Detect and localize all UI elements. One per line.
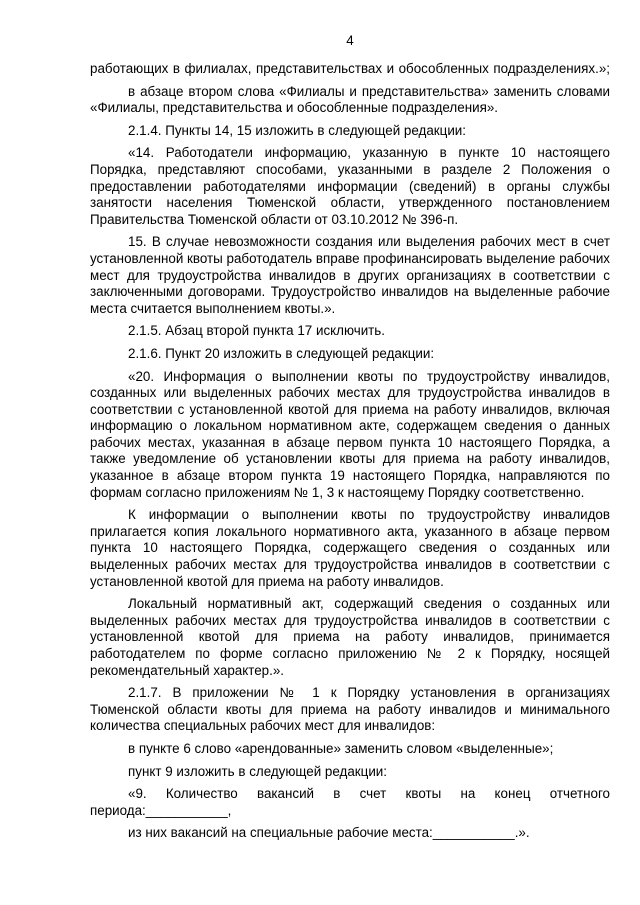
paragraph-2-1-7: 2.1.7. В приложении № 1 к Порядку установления в организациях Тюменской области квоты для приема на работу инвалидов и минимального количества специальных рабочих мест для инвалидов: bbox=[90, 685, 610, 734]
paragraph-punkt-20: «20. Информация о выполнении квоты по трудоустройству инвалидов, созданных или выделенных рабочих местах для трудоустройства инвалидов в соответствии с установленной квотой для приема на работу инвалидов, включая информацию о локальном нормативном акте, содержащем сведения о данных рабочих местах, указанная в абзаце первом пункта 10 настоящего Порядка, а также уведомление об установлении квоты для приема на работу инвалидов, указанное в абзаце втором пункта 19 настоящего Порядка, направляются по формам согласно приложениям № 1, 3 к настоящему Порядку соответственно. bbox=[90, 368, 610, 500]
paragraph-lokalnyy-akt: Локальный нормативный акт, содержащий сведения о созданных или выделенных рабочих местах для трудоустройства инвалидов в соответствии с установленной квотой для приема на работу инвалидов, принимается работодателем по форме согласно приложению № 2 к Порядку, носящей рекомендательный характер.». bbox=[90, 596, 610, 678]
paragraph-punkt-15: 15. В случае невозможности создания или выделения рабочих мест в счет установленной квоты работодатель вправе профинансировать выделение рабочих мест для трудоустройства инвалидов в других организациях в соответствии с заключенными договорами. Трудоустройство инвалидов на выделенные рабочие места считается выполнением квоты.». bbox=[90, 234, 610, 316]
paragraph-2-1-5: 2.1.5. Абзац второй пункта 17 исключить. bbox=[128, 323, 385, 339]
paragraph-kolichestvo-vakansiy: «9. Количество вакансий в счет квоты на конец отчетного периода:___________, bbox=[90, 786, 610, 818]
document-body bbox=[90, 61, 610, 848]
paragraph-2-1-6: 2.1.6. Пункт 20 изложить в следующей редакции: bbox=[128, 345, 435, 361]
paragraph-punkt-9: пункт 9 изложить в следующей редакции: bbox=[128, 763, 387, 779]
paragraph-abzac-vtoroy: в абзаце втором слова «Филиалы и представительства» заменить словами «Филиалы, представительства и обособленные подразделения». bbox=[90, 83, 610, 116]
page-number: 4 bbox=[346, 33, 354, 48]
paragraph-specialnye-mesta: из них вакансий на специальные рабочие места:___________.». bbox=[128, 825, 530, 841]
paragraph-continuation: работающих в филиалах, представительствах и обособленных подразделениях.»; bbox=[90, 61, 610, 76]
paragraph-2-1-4: 2.1.4. Пункты 14, 15 изложить в следующей редакции: bbox=[128, 122, 467, 138]
paragraph-punkt-6: в пункте 6 слово «арендованные» заменить словом «выделенные»; bbox=[128, 740, 554, 756]
paragraph-punkt-14: «14. Работодатели информацию, указанную в пункте 10 настоящего Порядка, представляют способами, указанными в разделе 2 Положения о предоставлении работодателями информации (сведений) в органы службы занятости населения Тюменской области, утвержденного постановлением Правительства Тюменской области от 03.10.2012 № 396-п. bbox=[90, 145, 610, 227]
paragraph-informaciya-kvota: К информации о выполнении квоты по трудоустройству инвалидов прилагается копия локального нормативного акта, указанного в абзаце первом пункта 10 настоящего Порядка, содержащего сведения о созданных или выделенных рабочих местах для трудоустройства инвалидов в соответствии с установленной квотой для приема на работу инвалидов. bbox=[90, 507, 610, 589]
